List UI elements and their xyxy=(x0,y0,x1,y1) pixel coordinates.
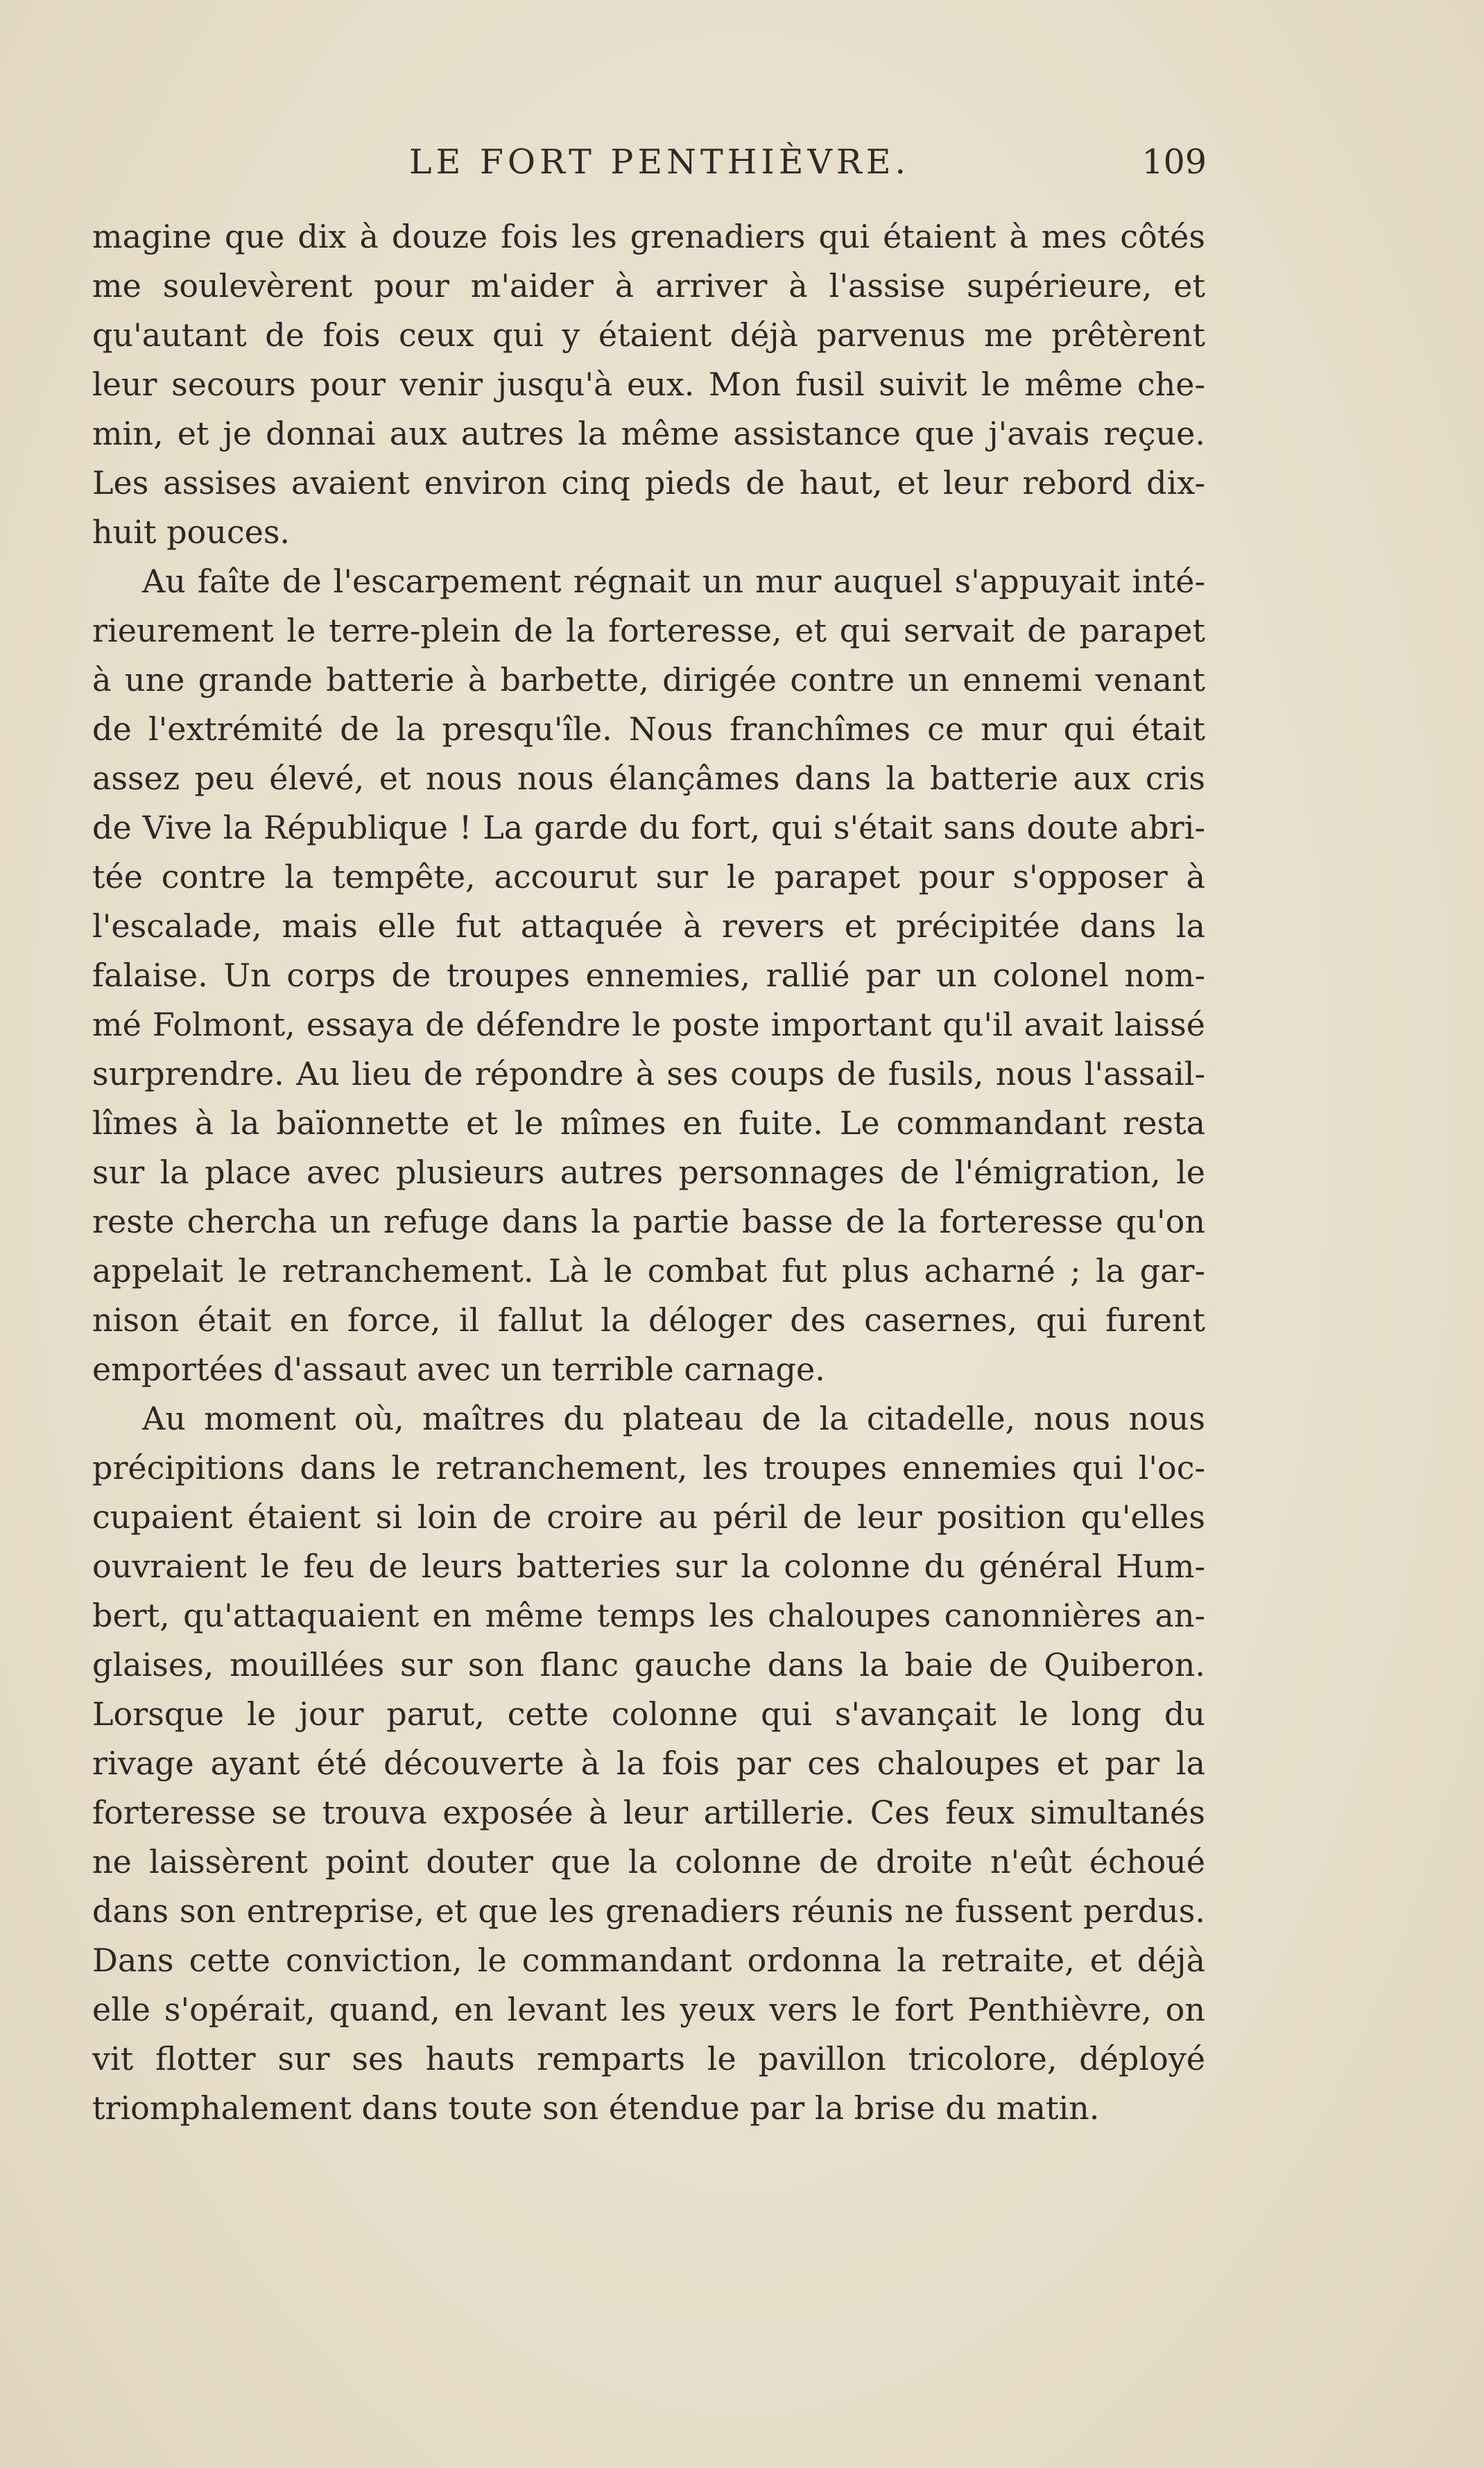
text-line: mé Folmont, essaya de défendre le poste important qu'il avait laissé xyxy=(92,1006,1205,1043)
text-line: me soulevèrent pour m'aider à arriver à l'assise supérieure, et xyxy=(92,267,1205,305)
text-line: de Vive la République ! La garde du fort, qui s'était sans doute abri- xyxy=(92,809,1205,846)
text-line: vit flotter sur ses hauts remparts le pavillon tricolore, déployé xyxy=(92,2040,1205,2077)
text-line: emportées d'assaut avec un terrible carnage. xyxy=(92,1351,825,1388)
text-line: nison était en force, il fallut la déloger des casernes, qui furent xyxy=(92,1301,1205,1339)
text-line: l'escalade, mais elle fut attaquée à revers et précipitée dans la xyxy=(92,907,1205,945)
paragraph xyxy=(92,1394,1205,2133)
text-line: triomphalement dans toute son étendue par la brise du matin. xyxy=(92,2089,1100,2127)
text-line: surprendre. Au lieu de répondre à ses coups de fusils, nous l'assail- xyxy=(92,1055,1205,1092)
page-number: 109 xyxy=(1141,142,1207,182)
text-line: falaise. Un corps de troupes ennemies, rallié par un colonel nom- xyxy=(92,957,1205,994)
page-header xyxy=(90,142,1207,198)
paragraph xyxy=(92,557,1205,1394)
body-text xyxy=(92,212,1205,2133)
text-line: magine que dix à douze fois les grenadiers qui étaient à mes côtés xyxy=(92,218,1205,255)
text-line: bert, qu'attaquaient en même temps les chaloupes canonnières an- xyxy=(92,1597,1205,1634)
text-line: assez peu élevé, et nous nous élançâmes dans la batterie aux cris xyxy=(92,760,1205,797)
text-line: appelait le retranchement. Là le combat fut plus acharné ; la gar- xyxy=(92,1252,1205,1289)
text-line: reste chercha un refuge dans la partie basse de la forteresse qu'on xyxy=(92,1203,1205,1240)
text-line: Lorsque le jour parut, cette colonne qui s'avançait le long du xyxy=(92,1695,1205,1733)
text-line: Au faîte de l'escarpement régnait un mur auquel s'appuyait inté- xyxy=(142,563,1205,600)
text-line: précipitions dans le retranchement, les troupes ennemies qui l'oc- xyxy=(92,1449,1205,1486)
text-line: Les assises avaient environ cinq pieds de haut, et leur rebord dix- xyxy=(92,464,1205,502)
text-line: rivage ayant été découverte à la fois par ces chaloupes et par la xyxy=(92,1745,1205,1782)
text-line: tée contre la tempête, accourut sur le parapet pour s'opposer à xyxy=(92,858,1205,895)
text-line: Au moment où, maîtres du plateau de la citadelle, nous nous xyxy=(142,1400,1205,1437)
text-line: ne laissèrent point douter que la colonne de droite n'eût échoué xyxy=(92,1843,1205,1880)
text-line: cupaient étaient si loin de croire au péril de leur position qu'elles xyxy=(92,1498,1205,1536)
text-line: forteresse se trouva exposée à leur artillerie. Ces feux simultanés xyxy=(92,1794,1205,1831)
text-line: lîmes à la baïonnette et le mîmes en fuite. Le commandant resta xyxy=(92,1104,1205,1142)
text-line: qu'autant de fois ceux qui y étaient déjà parvenus me prêtèrent xyxy=(92,316,1205,354)
text-line: à une grande batterie à barbette, dirigée contre un ennemi venant xyxy=(92,661,1205,699)
text-line: Dans cette conviction, le commandant ordonna la retraite, et déjà xyxy=(92,1942,1205,1979)
text-line: elle s'opérait, quand, en levant les yeux vers le fort Penthièvre, on xyxy=(92,1991,1205,2028)
text-line: dans son entreprise, et que les grenadiers réunis ne fussent perdus. xyxy=(92,1892,1205,1930)
text-line: rieurement le terre-plein de la forteresse, et qui servait de parapet xyxy=(92,612,1205,649)
text-line: ouvraient le feu de leurs batteries sur la colonne du général Hum- xyxy=(92,1548,1205,1585)
text-line: min, et je donnai aux autres la même assistance que j'avais reçue. xyxy=(92,415,1205,452)
text-line: sur la place avec plusieurs autres personnages de l'émigration, le xyxy=(92,1154,1205,1191)
text-line: de l'extrémité de la presqu'île. Nous franchîmes ce mur qui était xyxy=(92,710,1205,748)
text-line: glaises, mouillées sur son flanc gauche dans la baie de Quiberon. xyxy=(92,1646,1205,1683)
text-line: leur secours pour venir jusqu'à eux. Mon fusil suivit le même che- xyxy=(92,366,1205,403)
running-title: LE FORT PENTHIÈVRE. xyxy=(409,142,911,182)
paragraph xyxy=(92,212,1205,557)
text-line: huit pouces. xyxy=(92,513,291,551)
